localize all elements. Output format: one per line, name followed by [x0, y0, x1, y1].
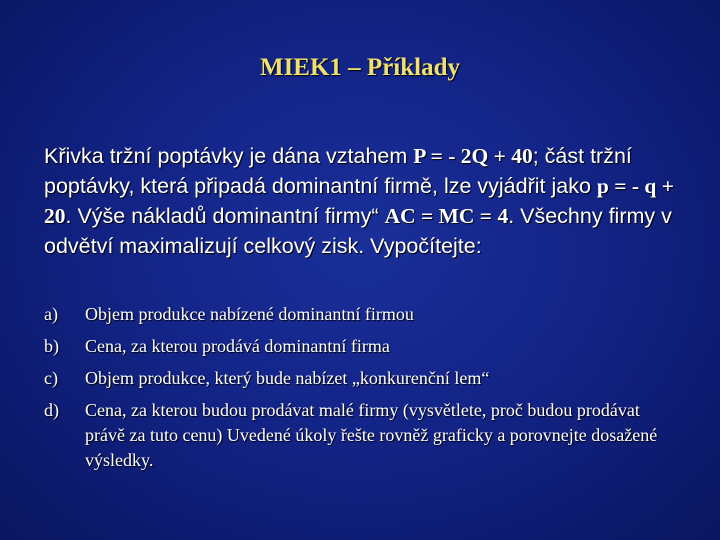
dominant-firm-demand-equation: p = - q + 20: [44, 174, 674, 228]
intro-text-1: Křivka tržní poptávky je dána vztahem: [44, 144, 414, 168]
task-item-b: [44, 334, 684, 359]
cost-equation: AC = MC = 4: [384, 204, 509, 228]
task-marker: d): [44, 400, 59, 420]
intro-text-2: ; část tržní poptávky, která připadá dominantní firmě, lze vyjádřit jako: [44, 144, 632, 198]
market-demand-equation: P = - 2Q + 40: [413, 144, 533, 168]
problem-statement: [44, 141, 694, 261]
task-item-a: [44, 302, 684, 327]
task-text: Objem produkce nabízené dominantní firmou: [85, 304, 414, 324]
task-text: Objem produkce, který bude nabízet „konkurenční lem“: [85, 368, 490, 388]
task-text: Cena, za kterou budou prodávat malé firmy (vysvětlete, proč budou prodávat právě za tuto cenu) Uvedené úkoly řešte rovněž graficky a porovnejte dosažené výsledky.: [85, 400, 658, 470]
task-marker: b): [44, 336, 59, 356]
task-item-c: [44, 366, 684, 391]
intro-text-4: . Všechny firmy v odvětví maximalizují celkový zisk. Vypočítejte:: [44, 204, 672, 258]
slide-title: MIEK1 – Příklady: [259, 54, 460, 81]
task-marker: a): [44, 304, 58, 324]
task-text: Cena, za kterou prodává dominantní firma: [85, 336, 390, 356]
task-list: [44, 302, 684, 480]
task-item-d: [44, 398, 684, 473]
task-marker: c): [44, 368, 58, 388]
intro-text-3: . Výše nákladů dominantní firmy“: [65, 204, 385, 228]
